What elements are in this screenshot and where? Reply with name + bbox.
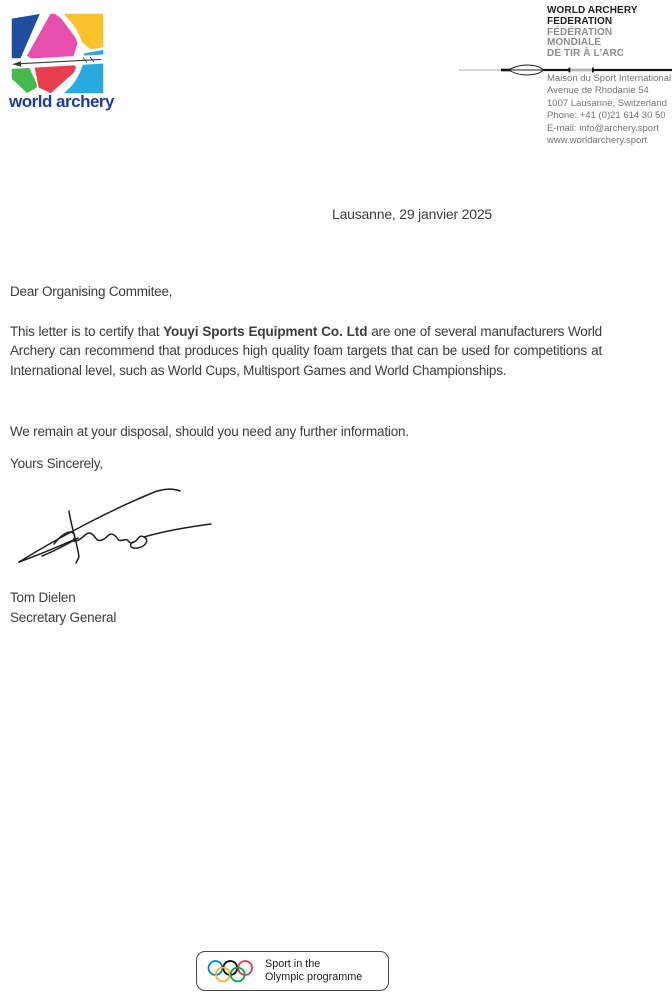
signer-block — [10, 588, 116, 627]
second-paragraph: We remain at your disposal, should you need any further information. — [10, 424, 409, 439]
address-line: Phone: +41 (0)21 614 30 50 — [547, 110, 666, 122]
world-archery-logo-icon — [11, 13, 104, 94]
dateline: Lausanne, 29 janvier 2025 — [332, 206, 493, 222]
address-line: 1007 Lausanne, Switzerland — [547, 97, 667, 109]
company-name: Youyi Sports Equipment Co. Ltd — [163, 324, 368, 339]
federation-title-fr-line: MONDIALE — [547, 37, 602, 49]
signature-image — [6, 484, 218, 576]
federation-title-line: FEDERATION — [547, 15, 613, 27]
body-paragraph-suffix: are one of several manufacturers World Archery can recommend that produces high quality foam targets that can be used for competitions at International level, such as World Cups, Multisport Games and World Championships. — [10, 324, 602, 378]
address-line: Maison du Sport International — [547, 73, 672, 84]
signer-title: Secretary General — [10, 609, 117, 625]
olympic-text-line1: Sport in the — [265, 958, 321, 971]
closing: Yours Sincerely, — [10, 456, 103, 471]
federation-title-block — [547, 6, 672, 60]
olympic-programme-badge — [196, 951, 389, 991]
address-block — [547, 73, 672, 147]
address-line: Avenue de Rhodanie 54 — [547, 85, 649, 97]
federation-title-line: WORLD ARCHERY — [547, 5, 638, 16]
world-archery-wordmark: world archery — [9, 92, 114, 111]
signer-name: Tom Dielen — [10, 590, 76, 605]
olympic-programme-text — [265, 958, 362, 984]
olympic-rings-icon — [207, 960, 255, 983]
body-paragraph-prefix: This letter is to certify that — [10, 324, 164, 339]
olympic-text-line2: Olympic programme — [265, 971, 363, 983]
address-line: www.worldarchery.sport — [547, 135, 648, 147]
address-line: E-mail: info@archery.sport — [547, 122, 659, 134]
federation-title-fr-line: DE TIR À L'ARC — [547, 48, 625, 60]
body-paragraph — [10, 322, 602, 380]
salutation: Dear Organising Commitee, — [10, 284, 173, 299]
federation-title-fr-line: FÉDÉRATION — [547, 26, 613, 38]
